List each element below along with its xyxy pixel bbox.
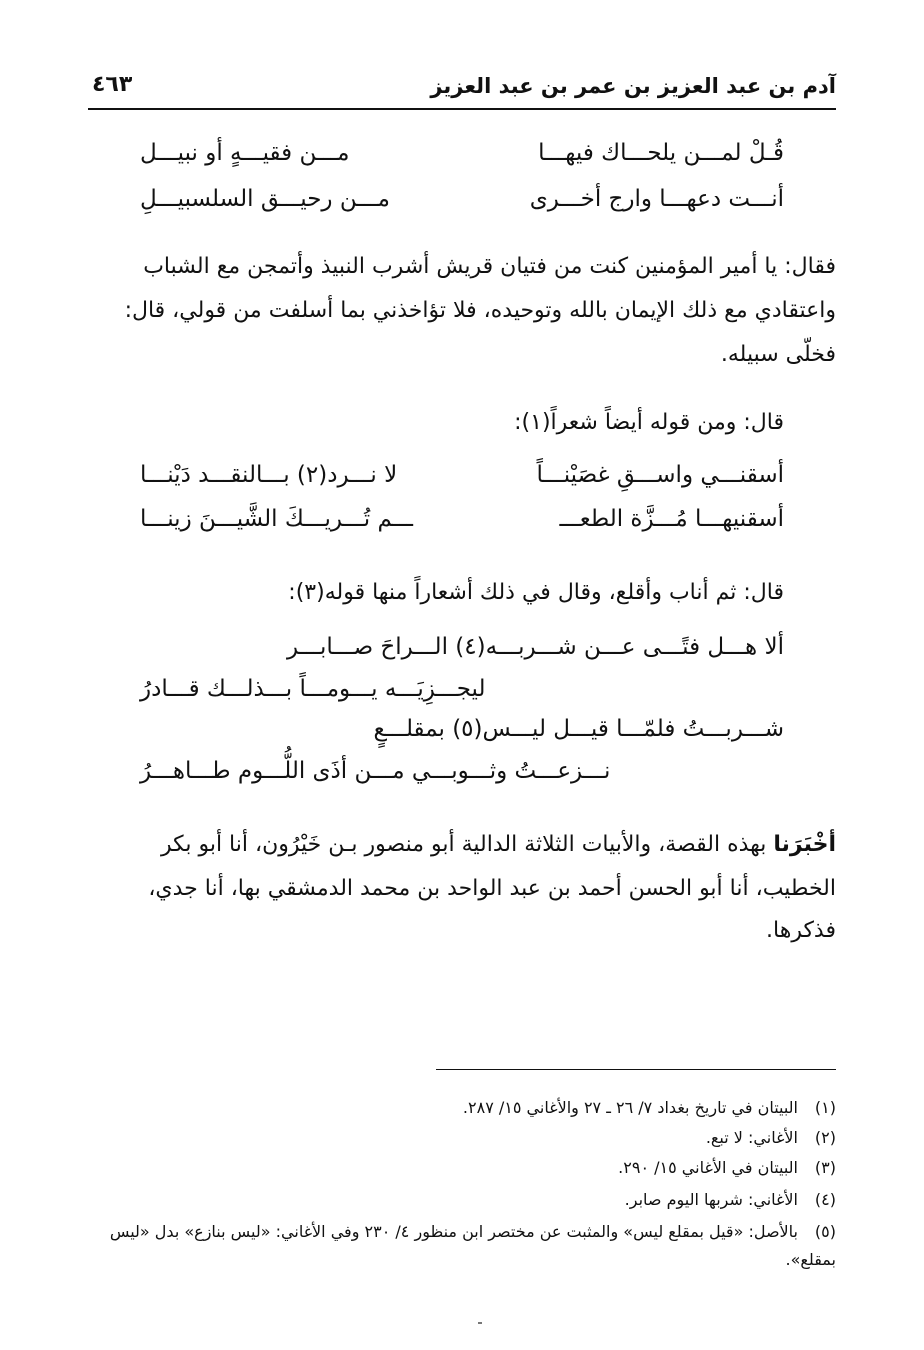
footnote-5-number: (٥) bbox=[814, 1222, 836, 1241]
footnote-2 bbox=[88, 1124, 836, 1152]
poem3-line4: نـــزعـــتُ وثـــوبـــي مـــن أذَى اللُّـــوم طـــاهـــرُ bbox=[140, 758, 611, 784]
poem2-line2-first-hemistich: أسقنيهـــا مُـــزَّة الطعـــ bbox=[559, 506, 784, 532]
poem3-line3: شـــربـــتُ فلمّـــا قيـــل ليـــس(٥) بمقلـــعٍ bbox=[373, 716, 784, 742]
para2-line1 bbox=[161, 832, 836, 857]
page-number: ٤٦٣ bbox=[92, 72, 133, 97]
para1-line2: واعتقادي مع ذلك الإيمان بالله وتوحيده، فلا تؤاخذني بما أسلفت من قولي، قال: bbox=[124, 298, 836, 323]
footnote-3 bbox=[88, 1154, 836, 1182]
poem2-line2-second-hemistich: ـــم تُـــريـــكَ الشَّيـــنَ زينـــا bbox=[140, 506, 414, 532]
footnote-2-number: (٢) bbox=[814, 1128, 836, 1147]
footnote-rule bbox=[436, 1069, 836, 1070]
header-rule bbox=[88, 108, 836, 110]
footnote-4-number: (٤) bbox=[814, 1190, 836, 1209]
poem2-intro: قال: ومن قوله أيضاً شعراً(١): bbox=[514, 410, 784, 435]
para1-line3: فخلّى سبيله. bbox=[720, 342, 836, 367]
poem1-line1-first-hemistich: قُـلْ لمـــن يلحـــاك فيهـــا bbox=[538, 140, 784, 166]
footnote-3-text: البيتان في الأغاني ١٥/ ٢٩٠. bbox=[618, 1158, 798, 1177]
para2-lead-word: أخْبَرَنا bbox=[773, 832, 836, 857]
para2-line2: الخطيب، أنا أبو الحسن أحمد بن عبد الواحد بن محمد الدمشقي بها، أنا جدي، bbox=[148, 876, 836, 901]
footnote-3-number: (٣) bbox=[814, 1158, 836, 1177]
footnote-4 bbox=[88, 1186, 836, 1214]
running-header-title: آدم بن عبد العزيز بن عمر بن عبد العزيز bbox=[430, 74, 836, 98]
poem3-line2: ليجـــزِيَـــه يـــومـــاً بـــذلـــك قـــادرُ bbox=[140, 676, 486, 702]
poem3-intro: قال: ثم أناب وأقلع، وقال في ذلك أشعاراً منها قوله(٣): bbox=[288, 580, 784, 605]
poem1-line2-first-hemistich: أنـــت دعهـــا وارج أخـــرى bbox=[529, 186, 784, 212]
poem3-line1: ألا هـــل فتًـــى عـــن شـــربـــه(٤) الـــراحَ صـــابـــر bbox=[287, 634, 784, 660]
para1-line1: فقال: يا أمير المؤمنين كنت من فتيان قريش أشرب النبيذ وأتمجن مع الشباب bbox=[143, 254, 836, 279]
poem1-line2-second-hemistich: مـــن رحيـــق السلسبيـــلِ bbox=[140, 186, 390, 212]
poem1-line1-second-hemistich: مـــن فقيـــهٍ أو نبيـــل bbox=[140, 140, 350, 166]
footnote-5 bbox=[88, 1218, 836, 1274]
footnote-5-text: بالأصل: «قيل بمقلع ليس» والمثبت عن مختصر ابن منظور ٤/ ٢٣٠ وفي الأغاني: «ليس بنازع» بدل «ليس بمقلع». bbox=[109, 1222, 836, 1269]
footnote-4-text: الأغاني: شربها اليوم صابر. bbox=[624, 1190, 798, 1209]
footnote-1 bbox=[88, 1094, 836, 1122]
poem2-line1-second-hemistich: لا نـــرد(٢) بـــالنقـــد دَيْنـــا bbox=[140, 462, 398, 488]
para2-line3: فذكرها. bbox=[766, 918, 836, 943]
footnote-1-text: البيتان في تاريخ بغداد ٧/ ٢٦ ـ ٢٧ والأغاني ١٥/ ٢٨٧. bbox=[462, 1098, 798, 1117]
poem2-line1-first-hemistich: أسقنـــي واســـقِ غصَيْنـــاً bbox=[536, 462, 784, 488]
para2-line1-text: بهذه القصة، والأبيات الثلاثة الدالية أبو منصور بـن خَيْرُون، أنا أبو بكر bbox=[161, 832, 774, 857]
footnote-2-text: الأغاني: لا تبع. bbox=[705, 1128, 798, 1147]
page-mark bbox=[478, 1322, 482, 1324]
footnote-1-number: (١) bbox=[814, 1098, 836, 1117]
